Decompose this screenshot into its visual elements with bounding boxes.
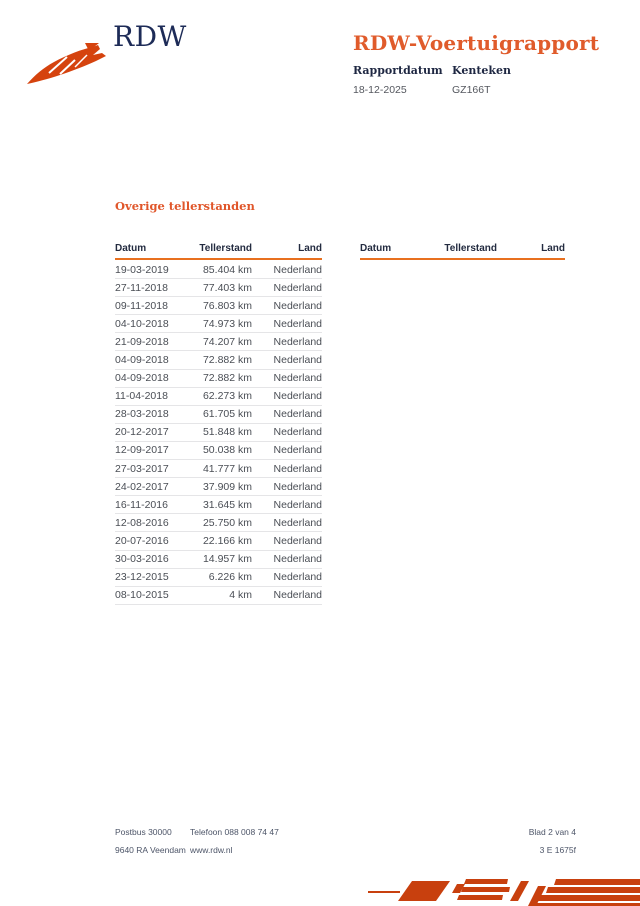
- report-title: RDW-Voertuigrapport: [353, 31, 600, 55]
- footer-stripes-graphic: [368, 879, 640, 906]
- column-header-tellerstand: Tellerstand: [199, 243, 252, 254]
- land-cell: Nederland: [273, 553, 322, 566]
- odometer-table-left: [115, 243, 322, 605]
- section-title: Overige tellerstanden: [115, 199, 255, 213]
- tellerstand-cell: 37.909 km: [202, 480, 252, 493]
- tellerstand-cell: 4 km: [229, 589, 252, 602]
- datum-cell: 04-09-2018: [115, 372, 169, 385]
- table-row: [115, 315, 322, 333]
- land-cell: Nederland: [273, 281, 322, 294]
- report-meta: [353, 64, 551, 96]
- datum-cell: 12-09-2017: [115, 444, 169, 457]
- tellerstand-cell: 14.957 km: [202, 553, 252, 566]
- datum-cell: 27-03-2017: [115, 462, 169, 475]
- table-row: [115, 297, 322, 315]
- rdw-logo-swoosh-icon: [27, 43, 109, 85]
- datum-cell: 30-03-2016: [115, 553, 169, 566]
- tellerstand-cell: 85.404 km: [202, 263, 252, 276]
- land-cell: Nederland: [273, 462, 322, 475]
- column-header-tellerstand: Tellerstand: [444, 243, 497, 254]
- rdw-logo-text: RDW: [113, 20, 187, 53]
- tellerstand-cell: 62.273 km: [202, 390, 252, 403]
- land-cell: Nederland: [273, 534, 322, 547]
- table-row: [115, 460, 322, 478]
- tellerstand-cell: 51.848 km: [202, 426, 252, 439]
- table-row: [115, 478, 322, 496]
- datum-cell: 08-10-2015: [115, 589, 169, 602]
- land-cell: Nederland: [273, 498, 322, 511]
- datum-cell: 11-04-2018: [115, 390, 168, 403]
- license-plate-block: [452, 64, 551, 96]
- footer-page-indicator: Blad 2 van 4: [528, 827, 576, 837]
- tellerstand-cell: 72.882 km: [202, 354, 252, 367]
- datum-cell: 21-09-2018: [115, 335, 169, 348]
- table-row: [115, 587, 322, 605]
- table-row: [115, 551, 322, 569]
- tellerstand-cell: 77.403 km: [202, 281, 252, 294]
- table-row: [115, 370, 322, 388]
- table-row: [115, 424, 322, 442]
- land-cell: Nederland: [273, 571, 322, 584]
- land-cell: Nederland: [273, 408, 322, 421]
- table-row: [115, 569, 322, 587]
- table-body: [115, 261, 322, 605]
- land-cell: Nederland: [273, 516, 322, 529]
- table-row: [115, 442, 322, 460]
- table-row: [115, 514, 322, 532]
- land-cell: Nederland: [273, 444, 322, 457]
- land-cell: Nederland: [273, 299, 322, 312]
- table-row: [115, 261, 322, 279]
- tellerstand-cell: 72.882 km: [202, 372, 252, 385]
- datum-cell: 19-03-2019: [115, 263, 169, 276]
- table-row: [115, 406, 322, 424]
- license-plate-value: GZ166T: [452, 84, 491, 96]
- tellerstand-cell: 74.973 km: [202, 317, 252, 330]
- datum-cell: 12-08-2016: [115, 516, 169, 529]
- tellerstand-cell: 25.750 km: [202, 516, 252, 529]
- footer-address: [115, 827, 186, 855]
- land-cell: Nederland: [273, 263, 322, 276]
- column-header-land: Land: [298, 243, 322, 254]
- land-cell: Nederland: [273, 372, 322, 385]
- report-date-label: Rapportdatum: [353, 64, 443, 77]
- footer-contact: [190, 827, 279, 855]
- table-header-row: [115, 243, 322, 260]
- footer-phone: Telefoon 088 008 74 47: [190, 827, 279, 837]
- tellerstand-cell: 22.166 km: [202, 534, 252, 547]
- datum-cell: 04-09-2018: [115, 354, 169, 367]
- land-cell: Nederland: [273, 335, 322, 348]
- license-plate-label: Kenteken: [452, 64, 512, 77]
- datum-cell: 16-11-2016: [115, 498, 168, 511]
- land-cell: Nederland: [273, 589, 322, 602]
- table-row: [115, 388, 322, 406]
- tellerstand-cell: 76.803 km: [202, 299, 252, 312]
- land-cell: Nederland: [273, 317, 322, 330]
- tellerstand-cell: 74.207 km: [202, 335, 252, 348]
- datum-cell: 09-11-2018: [115, 299, 168, 312]
- datum-cell: 20-12-2017: [115, 426, 169, 439]
- column-header-land: Land: [541, 243, 565, 254]
- table-row: [115, 351, 322, 369]
- table-header-row: [360, 243, 565, 260]
- rdw-logo: [27, 20, 197, 90]
- land-cell: Nederland: [273, 426, 322, 439]
- table-row: [115, 532, 322, 550]
- column-header-datum: Datum: [360, 243, 392, 254]
- tellerstand-cell: 50.038 km: [202, 444, 252, 457]
- datum-cell: 27-11-2018: [115, 281, 168, 294]
- land-cell: Nederland: [273, 354, 322, 367]
- footer-page-info: [440, 827, 576, 855]
- footer-postbus: Postbus 30000: [115, 827, 172, 837]
- report-date-value: 18-12-2025: [353, 84, 407, 96]
- datum-cell: 04-10-2018: [115, 317, 169, 330]
- table-row: [115, 333, 322, 351]
- datum-cell: 23-12-2015: [115, 571, 169, 584]
- column-header-datum: Datum: [115, 243, 147, 254]
- tellerstand-cell: 61.705 km: [202, 408, 252, 421]
- footer-city: 9640 RA Veendam: [115, 845, 186, 855]
- table-row: [115, 496, 322, 514]
- tellerstand-cell: 41.777 km: [202, 462, 252, 475]
- footer-form-code: 3 E 1675f: [539, 845, 576, 855]
- report-date-block: [353, 64, 452, 96]
- odometer-table-right: [360, 243, 565, 261]
- table-row: [115, 279, 322, 297]
- footer-website: www.rdw.nl: [190, 845, 233, 855]
- tellerstand-cell: 6.226 km: [208, 571, 252, 584]
- datum-cell: 28-03-2018: [115, 408, 169, 421]
- land-cell: Nederland: [273, 480, 322, 493]
- land-cell: Nederland: [273, 390, 322, 403]
- datum-cell: 20-07-2016: [115, 534, 169, 547]
- tellerstand-cell: 31.645 km: [202, 498, 252, 511]
- datum-cell: 24-02-2017: [115, 480, 169, 493]
